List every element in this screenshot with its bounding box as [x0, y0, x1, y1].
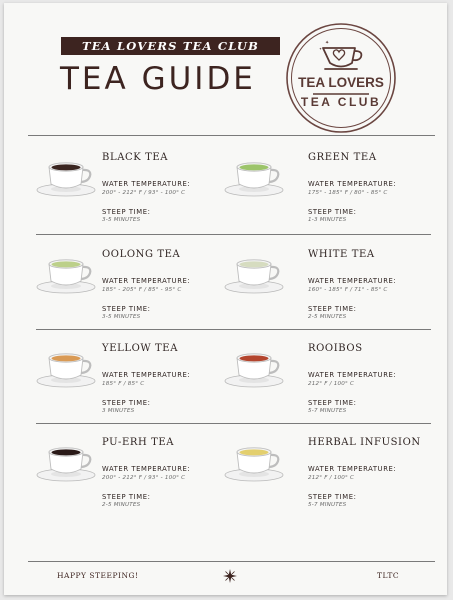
teacup-icon — [36, 349, 98, 389]
steep-time-label: STEEP TIME: — [308, 399, 357, 407]
tea-name: GREEN TEA — [308, 152, 377, 163]
footer-initials: TLTC — [377, 571, 400, 580]
water-temp-label: WATER TEMPERATURE: — [308, 180, 397, 188]
tea-card — [224, 249, 424, 339]
steep-time-label: STEEP TIME: — [102, 399, 151, 407]
logo-line1: TEA LOVERS — [298, 75, 384, 90]
sparkle-icon — [223, 569, 237, 583]
water-temp-label: WATER TEMPERATURE: — [102, 180, 191, 188]
club-banner: TEA LOVERS TEA CLUB — [61, 37, 280, 55]
footer-tagline: HAPPY STEEPING! — [57, 571, 139, 580]
tea-name: ROOIBOS — [308, 343, 363, 354]
tea-name: BLACK TEA — [102, 152, 169, 163]
teacup-icon — [224, 255, 286, 295]
water-temp-label: WATER TEMPERATURE: — [102, 371, 191, 379]
svg-text:✦: ✦ — [325, 40, 330, 46]
water-temp-label: WATER TEMPERATURE: — [102, 465, 191, 473]
water-temp-value: 200° - 212° F / 93° - 100° C — [102, 190, 186, 196]
steep-time-value: 3 MINUTES — [102, 408, 135, 414]
water-temp-value: 160° - 185° F / 71° - 85° C — [308, 287, 388, 293]
steep-time-value: 5-7 MINUTES — [308, 502, 347, 508]
tea-card — [224, 343, 424, 433]
divider-bottom — [28, 561, 435, 562]
steep-time-label: STEEP TIME: — [102, 493, 151, 501]
steep-time-label: STEEP TIME: — [102, 208, 151, 216]
teacup-icon — [36, 443, 98, 483]
tea-card — [36, 437, 236, 527]
water-temp-label: WATER TEMPERATURE: — [308, 465, 397, 473]
steep-time-label: STEEP TIME: — [308, 493, 357, 501]
tea-card — [224, 437, 424, 527]
steep-time-value: 2-5 MINUTES — [308, 314, 347, 320]
svg-text:✦: ✦ — [319, 47, 322, 51]
tea-name: PU-ERH TEA — [102, 437, 175, 448]
logo-line2: TEA CLUB — [300, 95, 382, 109]
steep-time-label: STEEP TIME: — [102, 305, 151, 313]
tea-name: WHITE TEA — [308, 249, 375, 260]
teacup-icon — [36, 158, 98, 198]
steep-time-value: 5-7 MINUTES — [308, 408, 347, 414]
teacup-icon — [224, 158, 286, 198]
water-temp-value: 200° - 212° F / 93° - 100° C — [102, 475, 186, 481]
club-logo — [285, 22, 397, 134]
tea-name: HERBAL INFUSION — [308, 437, 421, 448]
water-temp-value: 212° F / 100° C — [308, 381, 355, 387]
page-title: TEA GUIDE — [60, 61, 256, 97]
water-temp-value: 185° - 205° F / 85° - 95° C — [102, 287, 182, 293]
water-temp-label: WATER TEMPERATURE: — [308, 371, 397, 379]
water-temp-label: WATER TEMPERATURE: — [308, 277, 397, 285]
tea-card — [36, 152, 236, 242]
water-temp-value: 212° F / 100° C — [308, 475, 355, 481]
teacup-icon — [224, 349, 286, 389]
tea-card — [224, 152, 424, 242]
tea-card — [36, 249, 236, 339]
water-temp-value: 175° - 185° F / 80° - 85° C — [308, 190, 388, 196]
steep-time-value: 3-5 MINUTES — [102, 314, 141, 320]
teacup-icon — [224, 443, 286, 483]
divider-top — [28, 135, 435, 136]
water-temp-label: WATER TEMPERATURE: — [102, 277, 191, 285]
steep-time-value: 1-3 MINUTES — [308, 217, 347, 223]
teacup-icon — [36, 255, 98, 295]
water-temp-value: 185° F / 85° C — [102, 381, 145, 387]
steep-time-value: 2-5 MINUTES — [102, 502, 141, 508]
tea-card — [36, 343, 236, 433]
tea-name: OOLONG TEA — [102, 249, 181, 260]
tea-name: YELLOW TEA — [102, 343, 179, 354]
steep-time-value: 3-5 MINUTES — [102, 217, 141, 223]
steep-time-label: STEEP TIME: — [308, 208, 357, 216]
tea-guide-poster — [4, 3, 447, 595]
steep-time-label: STEEP TIME: — [308, 305, 357, 313]
